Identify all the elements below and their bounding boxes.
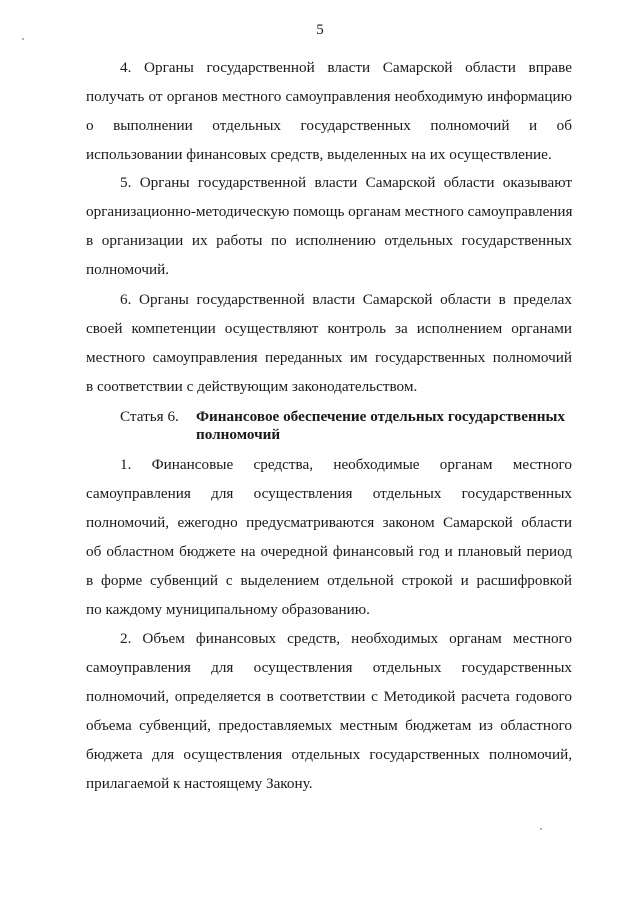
article-paragraph-1-line-5: в форме субвенций с выделением отдельной строкой и расшифровкой (86, 572, 572, 589)
article-paragraph-2-line-6: прилагаемой к настоящему Закону. (86, 775, 313, 792)
article-paragraph-1-line-1: 1. Финансовые средства, необходимые органам местного (120, 456, 572, 473)
article-paragraph-2-line-2: самоуправления для осуществления отдельных государственных (86, 659, 572, 676)
paragraph-4-line-1: 4. Органы государственной власти Самарской области вправе (120, 59, 572, 76)
article-paragraph-2-line-5: бюджета для осуществления отдельных государственных полномочий, (86, 746, 572, 763)
article-paragraph-2-line-1: 2. Объем финансовых средств, необходимых органам местного (120, 630, 572, 647)
article-paragraph-1-line-3: полномочий, ежегодно предусматриваются законом Самарской области (86, 514, 572, 531)
article-paragraph-2-line-3: полномочий, определяется в соответствии с Методикой расчета годового (86, 688, 572, 705)
article-paragraph-2-line-4: объема субвенций, предоставляемых местным бюджетам из областного (86, 717, 572, 734)
paragraph-6-line-2: своей компетенции осуществляют контроль за исполнением органами (86, 320, 572, 337)
article-title-line-1: Финансовое обеспечение отдельных государственных (196, 408, 565, 425)
article-label: Статья 6. (120, 408, 179, 425)
paragraph-4-line-2: получать от органов местного самоуправления необходимую информацию (86, 88, 572, 105)
paragraph-6-line-3: местного самоуправления переданных им государственных полномочий (86, 349, 572, 366)
paragraph-5-line-3: в организации их работы по исполнению отдельных государственных (86, 232, 572, 249)
page-number: 5 (316, 22, 324, 38)
paragraph-5-line-1: 5. Органы государственной власти Самарской области оказывают (120, 174, 572, 191)
paragraph-5-line-2: организационно-методическую помощь органам местного самоуправления (86, 203, 573, 220)
article-paragraph-1-line-6: по каждому муниципальному образованию. (86, 601, 370, 618)
paragraph-4-line-4: использовании финансовых средств, выделенных на их осуществление. (86, 146, 552, 163)
article-paragraph-1-line-2: самоуправления для осуществления отдельных государственных (86, 485, 572, 502)
paragraph-6-line-4: в соответствии с действующим законодательством. (86, 378, 418, 395)
paragraph-6-line-1: 6. Органы государственной власти Самарской области в пределах (120, 291, 572, 308)
paragraph-5-line-4: полномочий. (86, 261, 170, 278)
paragraph-4-line-3: о выполнении отдельных государственных полномочий и об (86, 117, 572, 134)
article-title-line-2: полномочий (196, 426, 281, 443)
scan-speck (540, 828, 542, 830)
article-paragraph-1-line-4: об областном бюджете на очередной финансовый год и плановый период (86, 543, 572, 560)
